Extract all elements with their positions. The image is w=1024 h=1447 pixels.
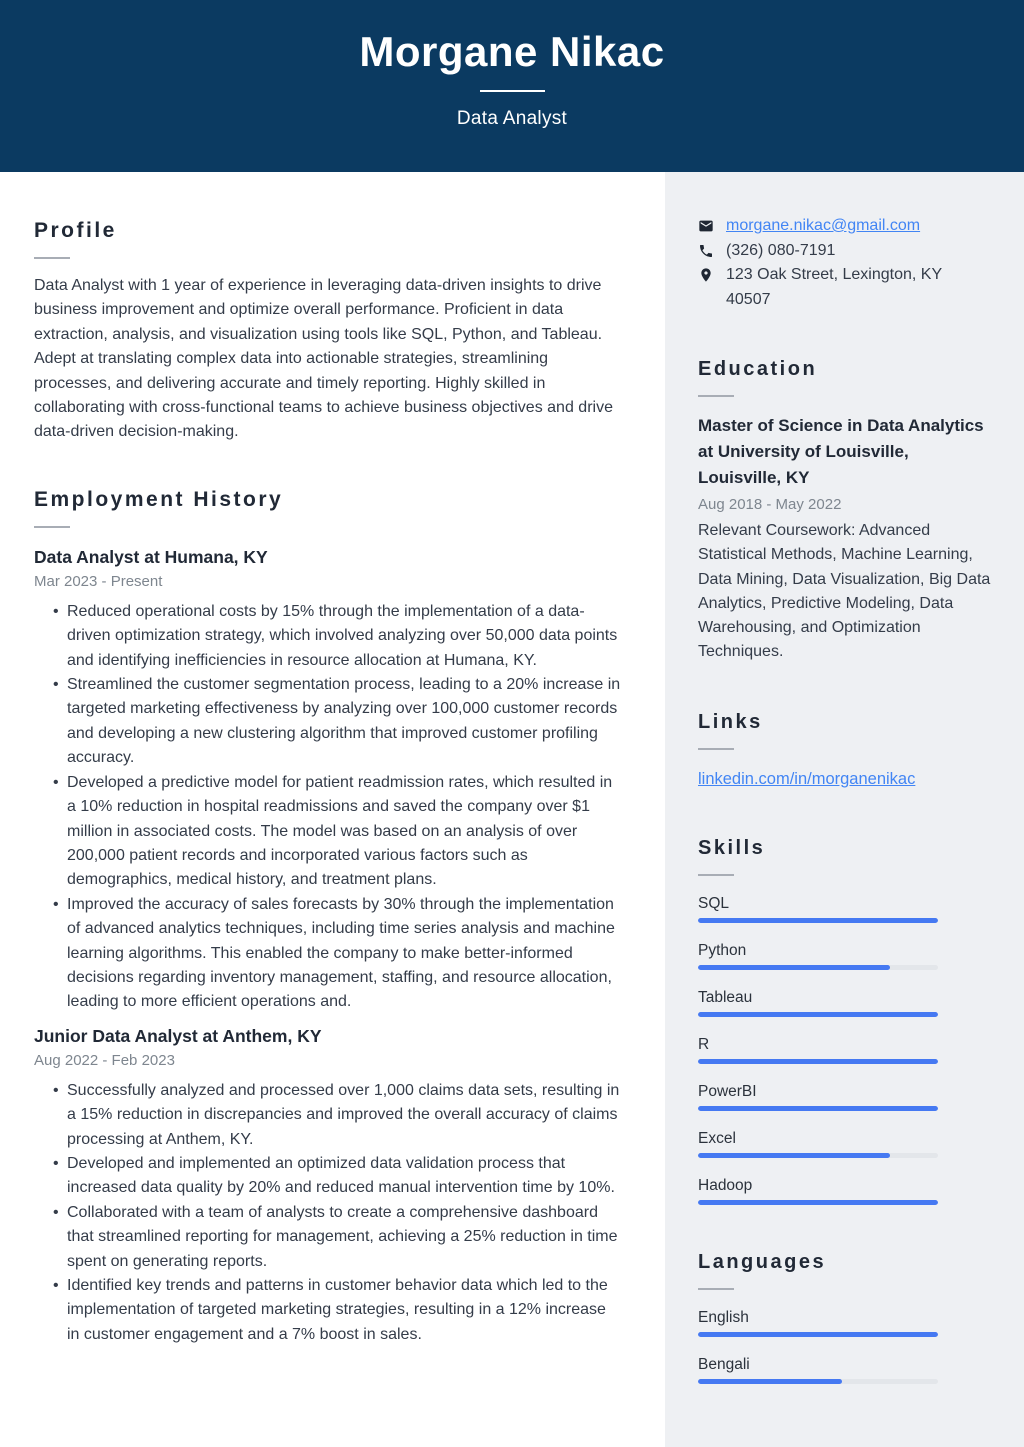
education-heading: Education	[698, 358, 818, 380]
linkedin-link[interactable]: linkedin.com/in/morganenikac	[698, 769, 916, 788]
job-bullet: • Improved the accuracy of sales forecasts by 30% through the implementation of advanced analytics techniques, including time series analysis and machine learning algorithms. This enabled the company to make better-informed decisions regarding inventory management, staffing, and resource allocation, leading to more efficient operations and.	[34, 893, 621, 1015]
contact-email-row	[698, 214, 992, 239]
skill-bar-track	[698, 1200, 938, 1205]
language-bar-track	[698, 1379, 938, 1384]
person-job-title: Data Analyst	[456, 108, 568, 129]
job-bullet: • Collaborated with a team of analysts to create a comprehensive dashboard that streamlined reporting for management, achieving a 25% reduction in time spent on generating reports.	[34, 1201, 621, 1274]
skill-item	[698, 1175, 992, 1205]
job-bullet: • Streamlined the customer segmentation process, leading to a 20% increase in targeted marketing effectiveness by analyzing over 100,000 customer records and developing a new clustering algorithm that improved customer profiling accuracy.	[34, 673, 621, 771]
location-pin-icon	[698, 267, 714, 283]
profile-heading: Profile	[34, 219, 117, 242]
skill-bar-fill	[698, 1012, 938, 1017]
email-icon	[698, 218, 714, 234]
language-bar-fill	[698, 1332, 938, 1337]
language-item	[698, 1307, 992, 1337]
education-description: Relevant Coursework: Advanced Statistical Methods, Machine Learning, Data Mining, Data Visualization, Big Data Analytics, Predictive Modeling, Data Warehousing, and Optimization Techniques.	[698, 522, 991, 661]
job-title: Junior Data Analyst at Anthem, KY	[34, 1025, 322, 1046]
job-bullet: • Successfully analyzed and processed over 1,000 claims data sets, resulting in a 15% reduction in discrepancies and improved the overall accuracy of claims processing at Anthem, KY.	[34, 1079, 621, 1152]
contact-phone: (326) 080-7191	[726, 241, 836, 259]
links-heading: Links	[698, 710, 763, 733]
skill-bar-track	[698, 1012, 938, 1017]
skills-section	[698, 835, 992, 1205]
job-bullet: • Reduced operational costs by 15% through the implementation of a data-driven optimization strategy, which involved analyzing over 50,000 data points and identifying inefficiencies in resource allocation at Humana, KY.	[34, 600, 621, 673]
skill-bar-fill	[698, 1153, 890, 1158]
skill-item	[698, 1081, 992, 1111]
skill-bar-fill	[698, 1200, 938, 1205]
education-dates: Aug 2018 - May 2022	[698, 496, 842, 513]
language-bar-track	[698, 1332, 938, 1337]
job-title: Data Analyst at Humana, KY	[34, 546, 268, 567]
job-dates: Aug 2022 - Feb 2023	[34, 1051, 175, 1069]
languages-heading: Languages	[698, 1250, 827, 1273]
skill-bar-track	[698, 965, 938, 970]
job-bullet-list	[34, 600, 621, 1015]
languages-section	[698, 1249, 992, 1384]
section-rule	[698, 395, 734, 397]
skill-bar-track	[698, 1059, 938, 1064]
job-entry	[34, 1024, 621, 1347]
employment-heading: Employment History	[34, 487, 284, 511]
education-section	[698, 356, 992, 665]
section-rule	[34, 257, 70, 259]
language-name: Bengali	[698, 1355, 750, 1373]
skill-name: SQL	[698, 894, 730, 912]
skill-item	[698, 1128, 992, 1158]
job-bullet: • Developed a predictive model for patient readmission rates, which resulted in a 10% reduction in hospital readmissions and saved the company over $1 million in associated costs. The model was based on an analysis of over 200,000 patient records and incorporated various factors such as demographics, medical history, and treatment plans.	[34, 771, 621, 893]
skill-bar-track	[698, 1153, 938, 1158]
skill-name: Python	[698, 941, 747, 959]
job-bullet: • Developed and implemented an optimized data validation process that increased data quality by 20% and reduced manual intervention time by 10%.	[34, 1152, 621, 1201]
section-rule	[34, 526, 70, 528]
job-bullet: • Identified key trends and patterns in customer behavior data which led to the implementation of targeted marketing strategies, resulting in a 12% increase in customer engagement and a 7% boost in sales.	[34, 1274, 621, 1347]
email-link[interactable]: morgane.nikac@gmail.com	[726, 217, 921, 234]
skill-bar-fill	[698, 1106, 938, 1111]
skill-item	[698, 940, 992, 970]
skill-name: Hadoop	[698, 1176, 753, 1194]
job-dates: Mar 2023 - Present	[34, 572, 163, 590]
skill-bar-track	[698, 1106, 938, 1111]
skills-heading: Skills	[698, 836, 766, 859]
skill-name: Tableau	[698, 988, 753, 1006]
skill-name: PowerBI	[698, 1082, 757, 1100]
contact-address: 123 Oak Street, Lexington, KY 40507	[726, 266, 942, 308]
language-item	[698, 1354, 992, 1384]
skill-bar-fill	[698, 965, 890, 970]
skill-item	[698, 1034, 992, 1064]
sidebar	[665, 172, 1024, 1447]
education-degree: Master of Science in Data Analytics at University of Louisville, Louisville, KY	[698, 416, 984, 487]
job-bullet-list	[34, 1079, 621, 1347]
language-name: English	[698, 1308, 749, 1326]
skill-bar-track	[698, 918, 938, 923]
contact-email[interactable]	[726, 214, 920, 239]
main-column	[0, 172, 665, 1447]
section-rule	[698, 748, 734, 750]
job-entry	[34, 545, 621, 1015]
links-section	[698, 709, 992, 791]
profile-text: Data Analyst with 1 year of experience in leveraging data-driven insights to drive business improvement and optimize overall performance. Proficient in data extraction, analysis, and visualization using tools like SQL, Python, and Tableau. Adept at translating complex data into actionable strategies, streamlining processes, and delivering accurate and timely reporting. Highly skilled in collaborating with cross-functional teams to achieve business objectives and drive data-driven decision-making.	[34, 277, 613, 441]
link-item	[698, 767, 992, 791]
contact-phone-row	[698, 239, 992, 264]
content-columns	[0, 172, 1024, 1447]
phone-icon	[698, 243, 714, 259]
contact-address-row	[698, 263, 992, 312]
profile-section	[34, 218, 621, 445]
skill-bar-fill	[698, 918, 938, 923]
person-name: Morgane Nikac	[359, 28, 665, 75]
section-rule	[698, 1288, 734, 1290]
skill-bar-fill	[698, 1059, 938, 1064]
skill-name: R	[698, 1035, 710, 1053]
skill-name: Excel	[698, 1129, 736, 1147]
language-bar-fill	[698, 1379, 842, 1384]
skill-item	[698, 987, 992, 1017]
section-rule	[698, 874, 734, 876]
header-divider	[480, 90, 545, 92]
contact-section	[698, 214, 992, 312]
employment-section	[34, 487, 621, 1347]
skill-item	[698, 893, 992, 923]
header	[0, 0, 1024, 172]
